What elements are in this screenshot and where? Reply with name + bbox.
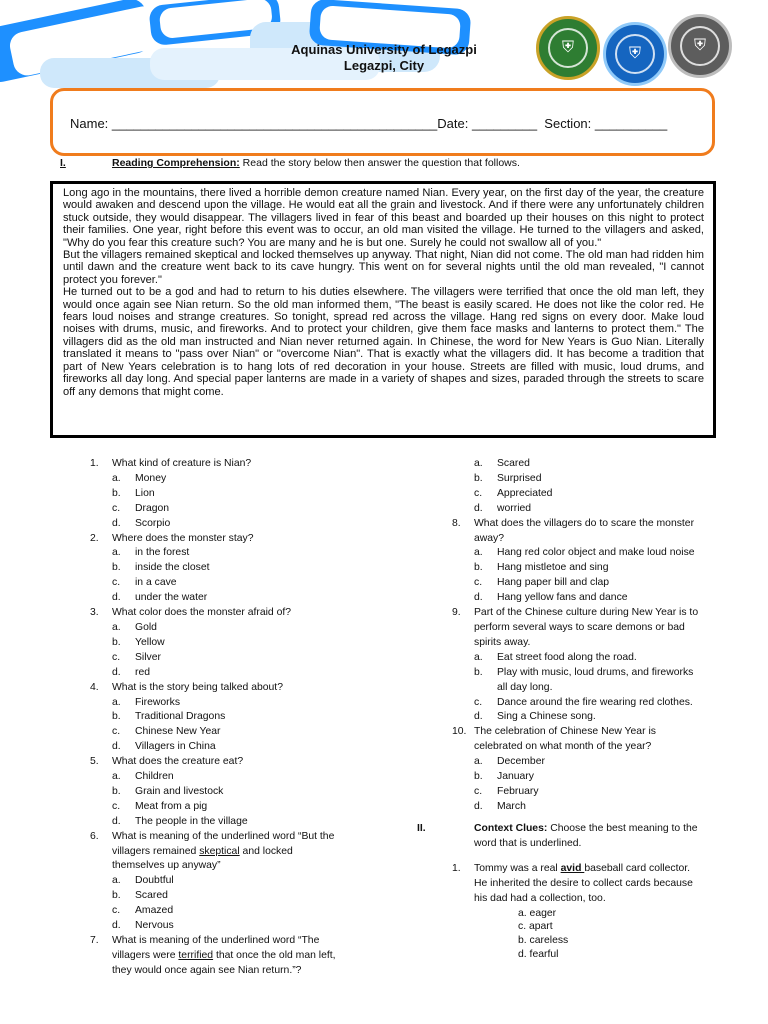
underlined-word: skeptical <box>199 845 240 857</box>
section-2: II. Context Clues: Choose the best meaning to the word that is underlined. 1. Tommy was a real avid baseball card collector. He inherited the desire to collect cards because his dad had a collection, too. a. eager c. apart b. careless d. fearful <box>417 822 747 962</box>
answer-option[interactable]: a. December <box>474 756 545 768</box>
section-label: Section: <box>544 116 592 131</box>
answer-option[interactable]: b. Traditional Dragons <box>112 711 226 723</box>
question-7: 7. What is meaning of the underlined word “The villagers were terrified that once the old man left, they would once again see Nian return.”? <box>90 934 390 979</box>
answer-option[interactable]: d. under the water <box>112 592 208 604</box>
question-4 <box>90 681 390 756</box>
name-field[interactable]: _____________________________________________ <box>111 116 438 131</box>
answer-option[interactable]: a. Doubtful <box>112 875 174 887</box>
section-instruction: Read the story below then answer the question that follows. <box>239 157 520 169</box>
answer-option[interactable]: a. Gold <box>112 621 157 633</box>
question-10: 10. The celebration of Chinese New Year is celebrated on what month of the year? a. December b. January c. February d. March <box>452 725 752 814</box>
question-number: 8. <box>452 517 461 529</box>
answer-option[interactable]: c. Amazed <box>112 905 174 917</box>
answer-option[interactable]: d. Sing a Chinese song. <box>474 711 596 723</box>
question-text: What kind of creature is Nian? <box>112 458 252 469</box>
section-1-heading <box>60 157 520 169</box>
college-seal-gray <box>668 14 732 78</box>
answer-option[interactable]: b. January <box>474 771 534 783</box>
question-number: 9. <box>452 607 461 619</box>
shield-icon: ⛨ <box>548 28 588 68</box>
name-label: Name: <box>70 116 109 131</box>
college-seal-green <box>536 16 600 80</box>
question-3 <box>90 606 390 681</box>
question-5 <box>90 755 390 830</box>
section-number: II. <box>417 823 426 834</box>
answer-option[interactable]: b. Hang mistletoe and sing <box>474 562 609 574</box>
answer-option[interactable]: a. Scared <box>474 458 530 469</box>
story-paragraph: Long ago in the mountains, there lived a horrible demon creature named Nian. Every year, on the first day of the year, the creature would awaken and descend upon the village. He would eat all the grain and livestock. And if there were any unfortunately children stuck outside, they would disappear. The villagers lived in fear of this beast and boarded up their houses on this night to protect their families. One year, right before this event was to occur, an old man visited the village. He turned to the villagers and asked, "Why do you fear this creature such? You are many and he is but one. Surely he could not swallow all of you." <box>63 187 704 249</box>
question-text: What does the creature eat? <box>112 756 244 768</box>
question-text: What is the story being talked about? <box>112 681 283 693</box>
question-text: What does the villagers do to scare the monster <box>474 517 695 529</box>
question-text: What color does the monster afraid of? <box>112 607 292 619</box>
answer-option[interactable]: d. Nervous <box>112 920 174 932</box>
underlined-word: avid <box>560 862 585 874</box>
question-text: The celebration of Chinese New Year is <box>474 726 656 738</box>
answer-option[interactable]: d. Hang yellow fans and dance <box>474 592 628 604</box>
city-name: Legazpi, City <box>343 58 425 73</box>
section-field[interactable]: __________ <box>594 116 668 131</box>
answer-option[interactable]: a. Money <box>112 472 167 484</box>
question-text: What is meaning of the underlined word “But the <box>112 830 335 842</box>
question-text: What is meaning of the underlined word “The <box>112 935 320 946</box>
answer-option[interactable]: d. March <box>474 800 526 812</box>
question-number: 6. <box>90 830 99 842</box>
answer-option[interactable]: d. Villagers in China <box>112 741 216 753</box>
answer-option[interactable]: c. Dragon <box>112 502 170 514</box>
answer-option[interactable]: b. Yellow <box>112 636 165 648</box>
story-paragraph: He turned out to be a god and had to return to his duties elsewhere. The villagers were terrified that once the old man left, they would once again see Nian return. So the old man informed them, "The beast is easily scared. He does not like the color red. He fears loud noises and strange creatures. So tonight, spread red across the village. Hang red signs on every door. Make loud noises with drums, music, and fireworks. And to protect your children, give them face masks and lanterns to protect them." The villagers did as the old man instructed and Nian never returned again. In Chinese, the word for New Years is Guo Nian. Literally translated it means to "pass over Nian" or "overcome Nian". That is exactly what the villagers did. It has become a tradition that part of New Years celebration is to hang lots of red decoration in your house. Streets are filled with music, loud drums, and fireworks all day long. And special paper lanterns are made in a variety of shapes and sizes, paraded through the streets to scare off any demons that might come. <box>63 286 704 398</box>
answer-option[interactable]: b. inside the closet <box>112 562 210 574</box>
answer-option[interactable]: a. Eat street food along the road. <box>474 651 637 663</box>
question-6: 6. What is meaning of the underlined word “But the villagers remained skeptical and locked themselves up anyway” a. Doubtful b. Scared c. Amazed d. Nervous <box>90 830 390 934</box>
question-number: 5. <box>90 756 99 768</box>
university-name: Aquinas University of Legazpi <box>291 42 477 57</box>
answer-option[interactable]: a. Fireworks <box>112 696 181 708</box>
answer-option[interactable]: c. in a cave <box>112 577 177 589</box>
question-number: 4. <box>90 681 99 693</box>
questions-right-column <box>452 457 752 815</box>
answer-option[interactable]: c. Meat from a pig <box>112 800 208 812</box>
question-text: Where does the monster stay? <box>112 532 254 544</box>
question-1 <box>90 457 390 532</box>
question-7-options <box>452 457 752 517</box>
question-2 <box>90 532 390 607</box>
section-title: Reading Comprehension: <box>112 157 240 169</box>
story-paragraph: But the villagers remained skeptical and locked themselves up anyway. That night, Nian did not come. The old man had ridden him until dawn and the creature went back to its cave hungry. This went on for several nights until the old man revealed, "I cannot protect you forever." <box>63 249 704 286</box>
questions-left-column <box>90 457 390 979</box>
shield-icon: ⛨ <box>680 26 720 66</box>
answer-option[interactable]: b. careless <box>518 935 569 947</box>
answer-option[interactable]: b. Lion <box>112 487 155 499</box>
answer-option[interactable]: a. in the forest <box>112 547 190 559</box>
section-title: Context Clues: <box>474 823 548 834</box>
question-number: 2. <box>90 532 99 544</box>
shield-icon: ⛨ <box>615 34 655 74</box>
question-number: 3. <box>90 607 99 619</box>
question-number: 1. <box>90 458 99 469</box>
answer-option[interactable]: d. red <box>112 666 151 678</box>
answer-option[interactable]: c. Silver <box>112 651 161 663</box>
question-number: 1. <box>452 862 461 874</box>
answer-option[interactable]: c. Dance around the fire wearing red clothes. <box>474 696 693 708</box>
answer-option[interactable]: c. Hang paper bill and clap <box>474 577 610 589</box>
question-number: 7. <box>90 935 99 946</box>
college-seal-blue <box>603 22 667 86</box>
question-9: 9. Part of the Chinese culture during New Year is to perform several ways to scare demons or bad spirits away. a. Eat street food along the road. b. Play with music, loud drums, and fireworks all day long. c. Dance around the fire wearing red clothes. d. Sing a Chinese song. <box>452 606 752 725</box>
context-question-1: 1. Tommy was a real avid baseball card collector. He inherited the desire to collect cards because his dad had a collection, too. a. eager c. apart b. careless d. fearful <box>417 862 747 962</box>
answer-option[interactable]: d. Scorpio <box>112 517 171 529</box>
answer-option[interactable]: a. Hang red color object and make loud noise <box>474 547 695 559</box>
student-info-line <box>70 116 667 131</box>
answer-option[interactable]: b. Scared <box>112 890 168 902</box>
question-text: Part of the Chinese culture during New Year is to <box>474 607 699 619</box>
answer-option[interactable]: a. eager <box>518 907 557 919</box>
date-label: Date: <box>437 116 469 131</box>
question-number: 10. <box>452 726 467 738</box>
answer-option[interactable]: b. Surprised <box>474 472 542 484</box>
section-number: I. <box>60 157 66 169</box>
answer-option[interactable]: d. The people in the village <box>112 815 248 827</box>
story-box <box>50 181 716 438</box>
answer-option[interactable]: d. fearful <box>518 948 559 960</box>
answer-option[interactable]: c. Appreciated <box>474 487 553 499</box>
question-8: 8. What does the villagers do to scare the monster away? a. Hang red color object and make loud noise b. Hang mistletoe and sing c. Hang paper bill and clap d. Hang yellow fans and dance <box>452 517 752 606</box>
answer-option[interactable]: b. Grain and livestock <box>112 785 224 797</box>
answer-option[interactable]: d. worried <box>474 502 532 514</box>
answer-option[interactable]: b. Play with music, loud drums, and fireworks <box>474 666 694 678</box>
answer-option[interactable]: c. Chinese New Year <box>112 726 221 738</box>
underlined-word: terrified <box>178 949 214 961</box>
answer-option[interactable]: a. Children <box>112 771 174 783</box>
answer-option[interactable]: c. February <box>474 785 539 797</box>
answer-option[interactable]: c. apart <box>518 921 553 933</box>
date-field[interactable]: _________ <box>471 116 538 131</box>
